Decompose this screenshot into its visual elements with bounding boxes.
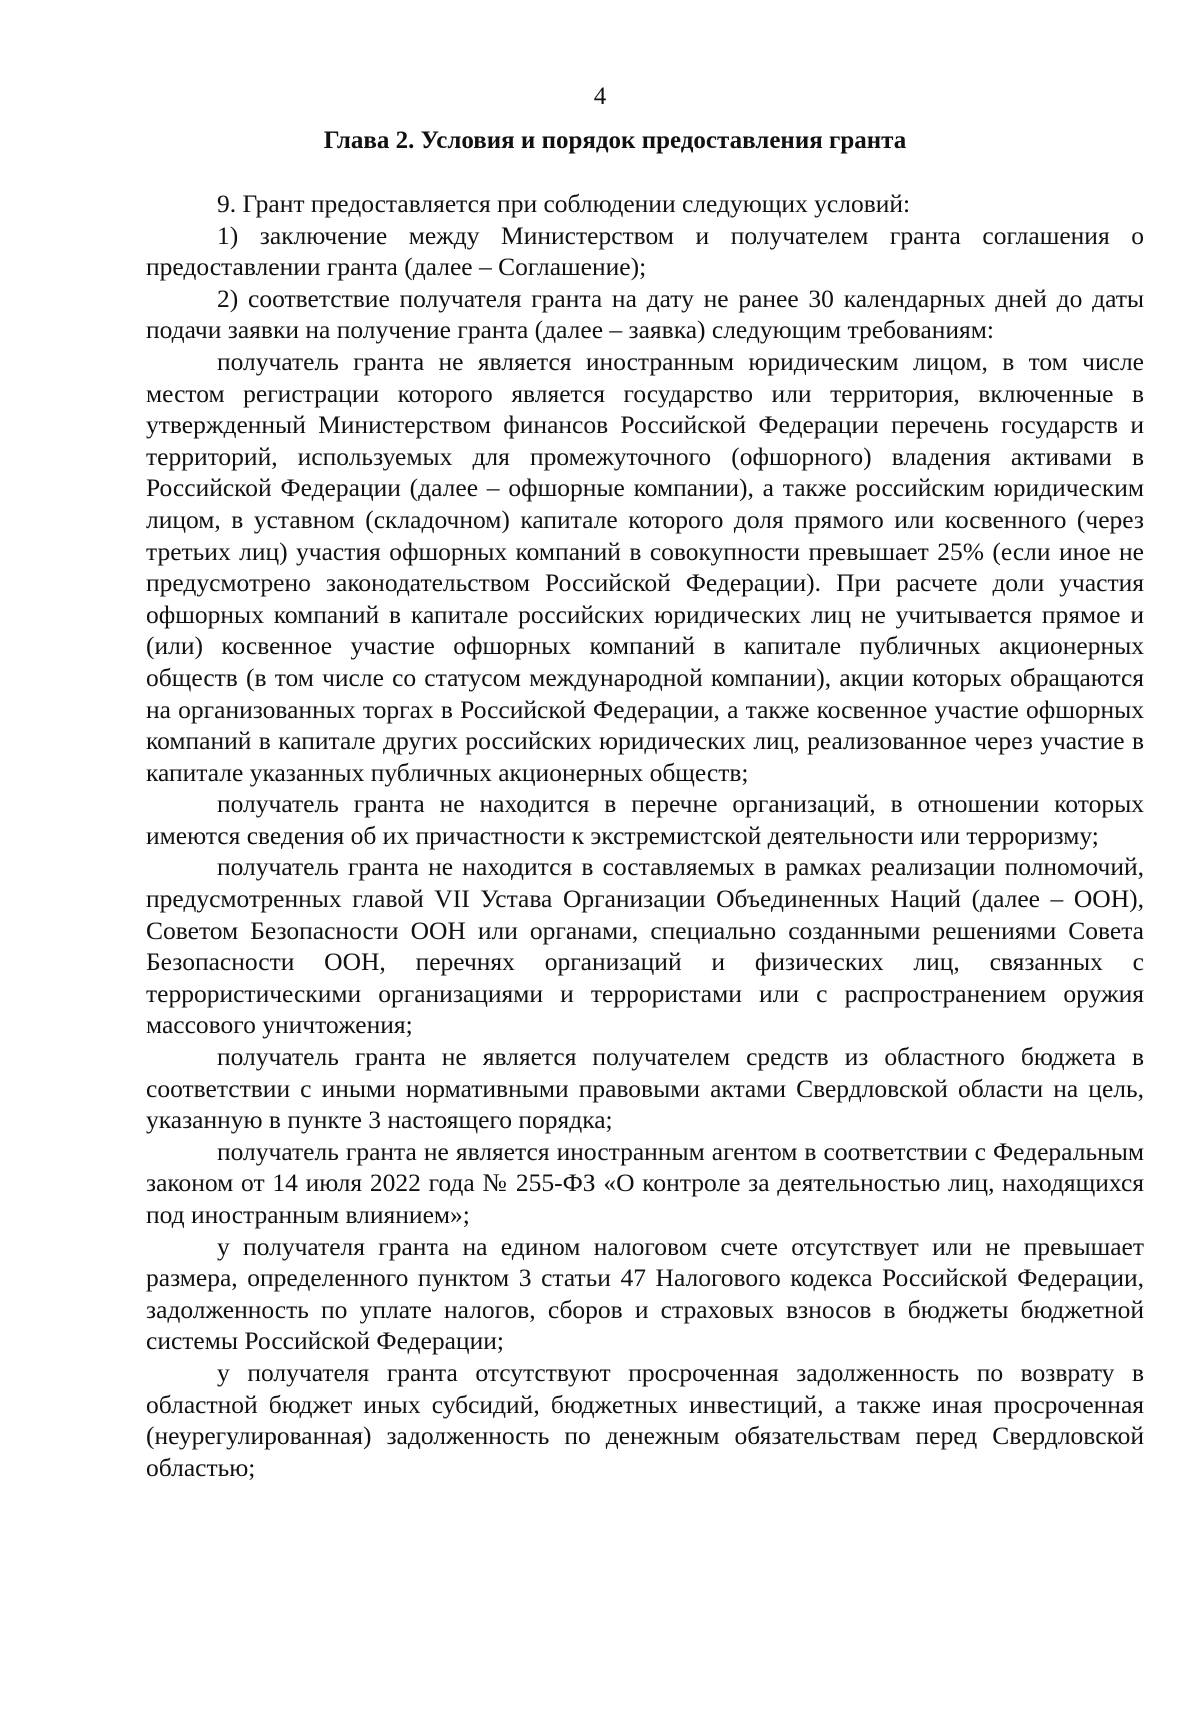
paragraph-un-lists-requirement: получатель гранта не находится в составляемых в рамках реализации полномочий, предусмотренных главой VII Устава Организации Объединенных Наций (далее – ООН), Советом Безопасности ООН или органами, специально созданными решениями Совета Безопасности ООН, перечнях организаций и физических лиц, связанных с террористическими организациями и террористами или с распространением оружия массового уничтожения;	[146, 852, 1144, 1040]
paragraph-overdue-debt-requirement: у получателя гранта отсутствуют просроченная задолженность по возврату в областной бюджет иных субсидий, бюджетных инвестиций, а также иная просроченная (неурегулированная) задолженность по денежным обязательствам перед Свердловской областью;	[146, 1357, 1144, 1482]
paragraph-item-9: 9. Грант предоставляется при соблюдении следующих условий:	[217, 189, 911, 218]
paragraph-budget-recipient-requirement: получатель гранта не является получателем средств из областного бюджета в соответствии с иными нормативными правовыми актами Свердловской области на цель, указанную в пункте 3 настоящего порядка;	[146, 1042, 1144, 1135]
chapter-title: Глава 2. Условия и порядок предоставления гранта	[323, 127, 907, 154]
paragraph-subitem-2: 2) соответствие получателя гранта на дату не ранее 30 календарных дней до даты подачи заявки на получение гранта (далее – заявка) следующим требованиям:	[146, 283, 1144, 345]
paragraph-extremism-requirement: получатель гранта не находится в перечне организаций, в отношении которых имеются сведения об их причастности к экстремистской деятельности или терроризму;	[146, 789, 1144, 850]
paragraph-tax-debt-requirement: у получателя гранта на едином налоговом счете отсутствует или не превышает размера, определенного пунктом 3 статьи 47 Налогового кодекса Российской Федерации, задолженность по уплате налогов, сборов и страховых взносов в бюджеты бюджетной системы Российской Федерации;	[146, 1231, 1144, 1356]
document-body	[146, 188, 1144, 1483]
paragraph-subitem-1: 1) заключение между Министерством и получателем гранта соглашения о предоставлении гранта (далее – Соглашение);	[146, 220, 1144, 282]
paragraph-offshore-requirement: получатель гранта не является иностранным юридическим лицом, в том числе местом регистрации которого является государство или территория, включенные в утвержденный Министерством финансов Российской Федерации перечень государств и территорий, используемых для промежуточного (офшорного) владения активами в Российской Федерации (далее – офшорные компании), а также российским юридическим лицом, в уставном (складочном) капитале которого доля прямого или косвенного (через третьих лиц) участия офшорных компаний в совокупности превышает 25% (если иное не предусмотрено законодательством Российской Федерации). При расчете доли участия офшорных компаний в капитале российских юридических лиц не учитывается прямое и (или) косвенное участие офшорных компаний в капитале публичных акционерных обществ (в том числе со статусом международной компании), акции которых обращаются на организованных торгах в Российской Федерации, а также косвенное участие офшорных компаний в капитале других российских юридических лиц, реализованное через участие в капитале указанных публичных акционерных обществ;	[146, 346, 1144, 787]
paragraph-foreign-agent-requirement: получатель гранта не является иностранным агентом в соответствии с Федеральным законом от 14 июля 2022 года № 255-ФЗ «О контроле за деятельностью лиц, находящихся под иностранным влиянием»;	[146, 1136, 1144, 1229]
page-number: 4	[593, 83, 607, 110]
